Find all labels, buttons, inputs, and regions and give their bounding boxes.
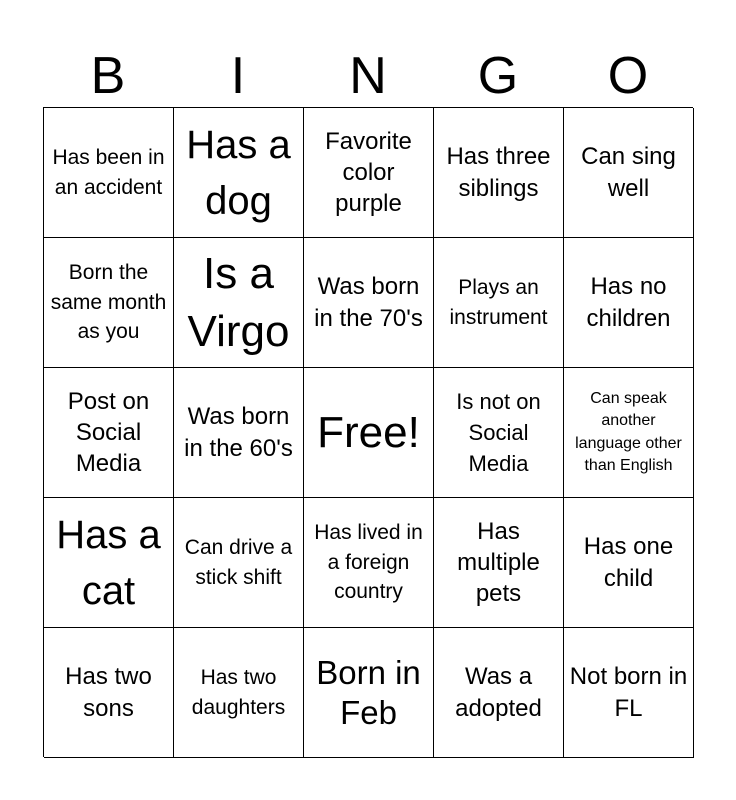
bingo-cell[interactable] bbox=[174, 498, 304, 628]
bingo-cell[interactable] bbox=[174, 628, 304, 758]
cell-text: Was a adopted bbox=[455, 663, 542, 722]
bingo-cell[interactable] bbox=[304, 238, 434, 368]
cell-text: Has multiple pets bbox=[457, 517, 540, 608]
bingo-cell[interactable] bbox=[44, 368, 174, 498]
cell-text: Has lived in a foreign country bbox=[314, 520, 423, 604]
cell-text: Free! bbox=[317, 407, 420, 457]
cell-text: Is a Virgo bbox=[187, 249, 290, 356]
cell-text: Post on Social Media bbox=[67, 387, 150, 478]
bingo-cell[interactable] bbox=[434, 628, 564, 758]
cell-text: Born the same month as you bbox=[50, 260, 167, 344]
cell-text: Plays an instrument bbox=[449, 275, 548, 329]
cell-text: Can sing well bbox=[581, 143, 676, 202]
bingo-cell[interactable] bbox=[564, 238, 694, 368]
bingo-cell[interactable] bbox=[434, 108, 564, 238]
bingo-cell[interactable] bbox=[44, 108, 174, 238]
cell-text: Favorite color purple bbox=[325, 127, 412, 218]
cell-text: Has two sons bbox=[65, 663, 152, 722]
cell-text: Was born in the 60's bbox=[184, 403, 293, 462]
header-letter-i: I bbox=[230, 47, 246, 105]
bingo-cell[interactable] bbox=[564, 628, 694, 758]
header-letter-n: N bbox=[349, 47, 387, 105]
header-letter-o: O bbox=[607, 47, 649, 105]
cell-text: Has three siblings bbox=[446, 143, 551, 202]
bingo-cell[interactable] bbox=[44, 238, 174, 368]
bingo-header bbox=[43, 44, 693, 108]
bingo-cell[interactable] bbox=[434, 238, 564, 368]
header-letter-g: G bbox=[477, 47, 519, 105]
cell-text: Has no children bbox=[586, 273, 671, 332]
bingo-cell free-space[interactable] bbox=[304, 368, 434, 498]
bingo-cell[interactable] bbox=[564, 108, 694, 238]
cell-text: Has been in an accident bbox=[52, 145, 165, 199]
bingo-cell[interactable] bbox=[434, 498, 564, 628]
cell-text: Can speak another language other than English bbox=[575, 389, 682, 474]
bingo-cell[interactable] bbox=[434, 368, 564, 498]
cell-text: Can drive a stick shift bbox=[184, 535, 293, 589]
cell-text: Was born in the 70's bbox=[314, 273, 423, 332]
bingo-cell[interactable] bbox=[304, 628, 434, 758]
cell-text: Born in Feb bbox=[316, 653, 421, 731]
bingo-cell[interactable] bbox=[174, 108, 304, 238]
bingo-board bbox=[43, 107, 693, 757]
header-letter-b: B bbox=[90, 47, 126, 105]
cell-text: Is not on Social Media bbox=[456, 388, 541, 477]
bingo-cell[interactable] bbox=[564, 498, 694, 628]
bingo-cell[interactable] bbox=[44, 628, 174, 758]
cell-text: Has a dog bbox=[186, 122, 291, 223]
cell-text: Has two daughters bbox=[191, 665, 286, 719]
cell-text: Has a cat bbox=[56, 512, 161, 613]
bingo-cell[interactable] bbox=[174, 238, 304, 368]
bingo-cell[interactable] bbox=[44, 498, 174, 628]
bingo-cell[interactable] bbox=[304, 498, 434, 628]
bingo-cell[interactable] bbox=[564, 368, 694, 498]
bingo-cell[interactable] bbox=[174, 368, 304, 498]
cell-text: Not born in FL bbox=[569, 663, 688, 722]
cell-text: Has one child bbox=[583, 533, 674, 592]
bingo-cell[interactable] bbox=[304, 108, 434, 238]
